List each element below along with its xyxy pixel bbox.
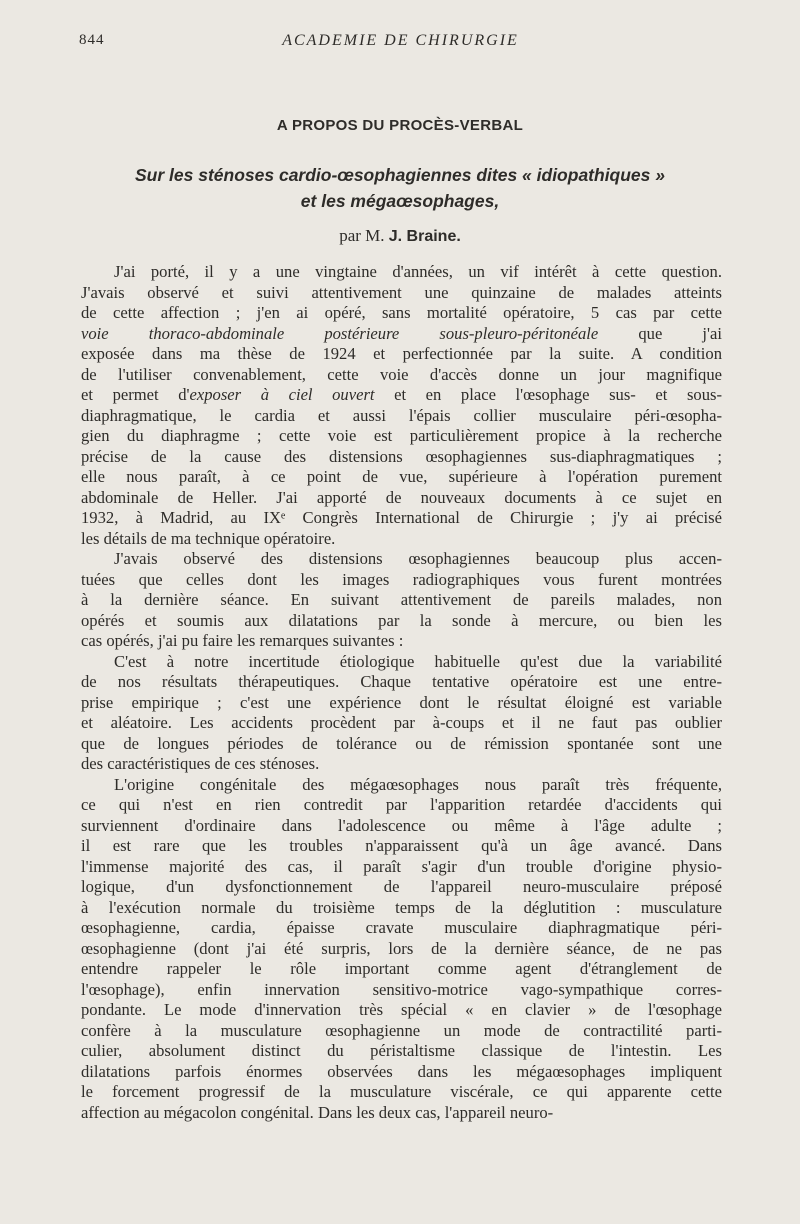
italic-run: voie thoraco-abdominale postérieure sous-pleuro-péritonéale: [81, 323, 599, 343]
text-line: [81, 385, 722, 406]
text-line: de l'utiliser convenablement, cette voie d'accès donne un jour magnifique: [81, 364, 722, 384]
author-name: J. Braine.: [388, 228, 461, 245]
text-line: le forcement progressif de la musculature viscérale, ce qui apparente cette: [81, 1082, 722, 1101]
body-text: [81, 262, 722, 1123]
text-run: et permet d': [81, 385, 190, 404]
paragraph: [81, 652, 722, 775]
text-line: surviennent d'ordinaire dans l'adolescence ou même à l'âge adulte ;: [81, 815, 722, 835]
text-line: affection au mégacolon congénital. Dans les deux cas, l'appareil neuro-: [81, 1102, 554, 1122]
text-line: l'immense majorité des cas, il paraît s'agir d'un trouble d'origine physio-: [81, 856, 722, 876]
paragraph: [81, 775, 722, 1124]
text-line: des caractéristiques de ces sténoses.: [81, 754, 320, 773]
text-line: de cette affection ; j'en ai opéré, sans mortalité opératoire, 5 cas par cette: [81, 303, 722, 322]
text-line: J'ai porté, il y a une vingtaine d'années, un vif intérêt à cette question.: [114, 262, 722, 281]
text-line: logique, d'un dysfonctionnement de l'appareil neuro-musculaire préposé: [81, 877, 722, 896]
author-prefix: par M.: [339, 226, 385, 245]
article-title-line-2: et les mégaœsophages,: [300, 191, 500, 211]
text-line: pondante. Le mode d'innervation très spécial « en clavier » de l'œsophage: [81, 1000, 722, 1019]
running-head: [79, 32, 722, 54]
text-line: confère à la musculature œsophagienne un mode de contractilité parti-: [81, 1020, 722, 1040]
paragraph: [81, 262, 722, 549]
text-line: entendre rappeler le rôle important comme agent d'étranglement de: [81, 959, 722, 978]
text-line: prise empirique ; c'est une expérience dont le résultat éloigné est variable: [81, 692, 722, 712]
text-line: à l'exécution normale du troisième temps de la déglutition : musculature: [81, 897, 722, 917]
text-line: culier, absolument distinct du péristaltisme classique de l'intestin. Les: [81, 1041, 722, 1060]
text-line: de nos résultats thérapeutiques. Chaque tentative opératoire est une entre-: [81, 672, 722, 691]
section-heading: A PROPOS DU PROCÈS-VERBAL: [276, 117, 524, 134]
text-run: que j'ai: [598, 323, 722, 343]
text-line: elle nous paraît, à ce point de vue, supérieure à l'opération purement: [81, 467, 722, 486]
text-line: à la dernière séance. En suivant attentivement de pareils malades, non: [81, 590, 722, 609]
text-line: que de longues périodes de tolérance ou de rémission spontanée sont une: [81, 733, 722, 753]
text-line: C'est à notre incertitude étiologique habituelle qu'est due la variabilité: [114, 651, 722, 671]
text-line: J'avais observé des distensions œsophagiennes beaucoup plus accen-: [114, 549, 722, 568]
article-title: [0, 162, 800, 214]
text-line: précise de la cause des distensions œsophagiennes sus-diaphragmatiques ;: [81, 446, 722, 466]
text-line: diaphragmatique, le cardia et aussi l'épais collier musculaire péri-œsopha-: [81, 405, 722, 425]
text-line: et aléatoire. Les accidents procèdent par à-coups et il ne faut pas oublier: [81, 713, 722, 732]
author-line: [0, 226, 800, 246]
text-line: tuées que celles dont les images radiographiques vous furent montrées: [81, 569, 722, 589]
text-line: gien du diaphragme ; cette voie est particulièrement propice à la recherche: [81, 426, 722, 445]
text-line: œsophagienne (dont j'ai été surpris, lors de la dernière séance, de ne pas: [81, 938, 722, 958]
italic-run: exposer à ciel ouvert: [189, 385, 375, 404]
text-line: il est rare que les troubles n'apparaissent qu'à un âge avancé. Dans: [81, 836, 722, 855]
running-title: ACADEMIE DE CHIRURGIE: [282, 32, 519, 49]
text-line: J'avais observé et suivi attentivement une quinzaine de malades atteints: [81, 282, 722, 302]
text-line: dilatations parfois énormes observées dans les mégaœsophages impliquent: [81, 1061, 722, 1081]
text-run: et en place l'œsophage sus- et sous-: [374, 385, 722, 404]
text-line: ce qui n'est en rien contredit par l'apparition retardée d'accidents qui: [81, 795, 722, 814]
text-line: L'origine congénitale des mégaœsophages nous paraît très fréquente,: [114, 774, 722, 794]
article-title-line-1: Sur les sténoses cardio-œsophagiennes dites « idiopathiques »: [135, 165, 665, 185]
text-line: opérés et soumis aux dilatations par la sonde à mercure, ou bien les: [81, 610, 722, 630]
text-line: 1932, à Madrid, au IXᵉ Congrès International de Chirurgie ; j'y ai précisé: [81, 508, 722, 527]
text-line: exposée dans ma thèse de 1924 et perfectionnée par la suite. A condition: [81, 344, 722, 363]
text-line: [81, 324, 722, 345]
text-line: les détails de ma technique opératoire.: [81, 528, 336, 548]
text-line: l'œsophage), enfin innervation sensitivo-motrice vago-sympathique corres-: [81, 979, 722, 999]
text-line: cas opérés, j'ai pu faire les remarques suivantes :: [81, 631, 404, 650]
text-line: abdominale de Heller. J'ai apporté de nouveaux documents à ce sujet en: [81, 487, 722, 507]
page-number: 844: [79, 32, 105, 48]
text-line: œsophagienne, cardia, épaisse cravate musculaire diaphragmatique péri-: [81, 918, 722, 937]
paragraph: [81, 549, 722, 652]
